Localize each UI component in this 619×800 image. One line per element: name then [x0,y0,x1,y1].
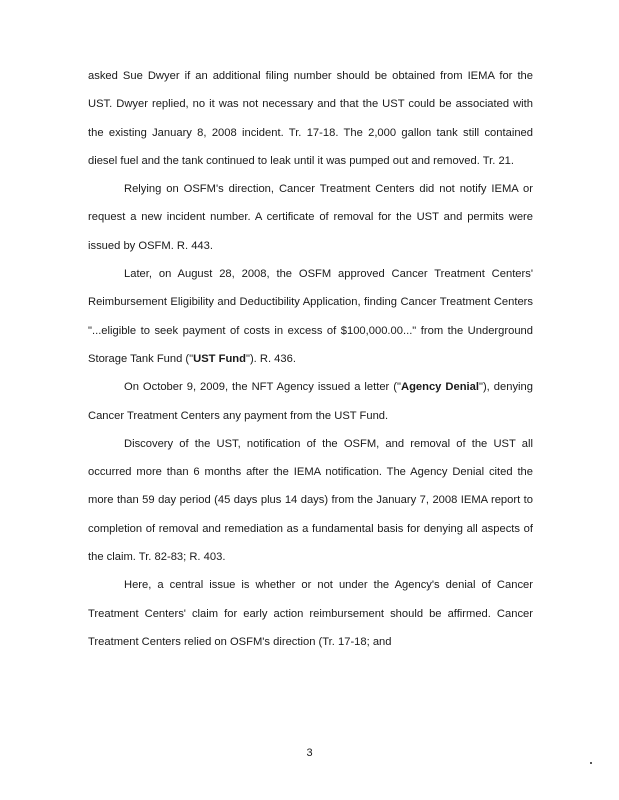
text-run: Relying on OSFM's direction, Cancer Treatment Centers did not notify IEMA or request a new incident number. A certificate of removal for the UST and permits were issued by OSFM. R. 443. [88,183,533,252]
text-run: "). R. 436. [245,352,296,365]
paragraph-6 [88,571,533,656]
defined-term: Agency Denial [400,381,479,394]
text-run: Here, a central issue is whether or not under the Agency's denial of Cancer Treatment Centers' claim for early action reimbursement should be affirmed. Cancer Treatment Centers relied on OSFM's direction (Tr. 17-18; and [88,579,533,648]
paragraph-1 [88,62,533,175]
paragraph-4 [88,373,533,430]
defined-term: UST Fund [193,352,246,365]
paragraph-5 [88,430,533,571]
scan-speck [590,762,592,764]
page-number: 3 [306,747,313,759]
paragraph-3 [88,260,533,373]
text-run: Later, on August 28, 2008, the OSFM approved Cancer Treatment Centers' Reimbursement Eligibility and Deductibility Application, finding Cancer Treatment Centers "...eligible to seek payment of costs in excess of $100,000.00..." from the Underground Storage Tank Fund (" [88,268,533,365]
document-body [88,62,533,656]
paragraph-2 [88,175,533,260]
text-run: On October 9, 2009, the NFT Agency issued a letter (" [124,381,401,394]
text-run: asked Sue Dwyer if an additional filing number should be obtained from IEMA for the UST. Dwyer replied, no it was not necessary and that the UST could be associated with the existing January 8, 2008 incident. Tr. 17-18. The 2,000 gallon tank still contained diesel fuel and the tank continued to leak until it was pumped out and removed. Tr. 21. [88,70,533,167]
text-run: "), denying Cancer Treatment Centers any payment from the UST Fund. [88,381,533,422]
text-run: Discovery of the UST, notification of the OSFM, and removal of the UST all occurred more than 6 months after the IEMA notification. The Agency Denial cited the more than 59 day period (45 days plus 14 days) from the January 7, 2008 IEMA report to completion of removal and remediation as a fundamental basis for denying all aspects of the claim. Tr. 82-83; R. 403. [88,437,533,564]
